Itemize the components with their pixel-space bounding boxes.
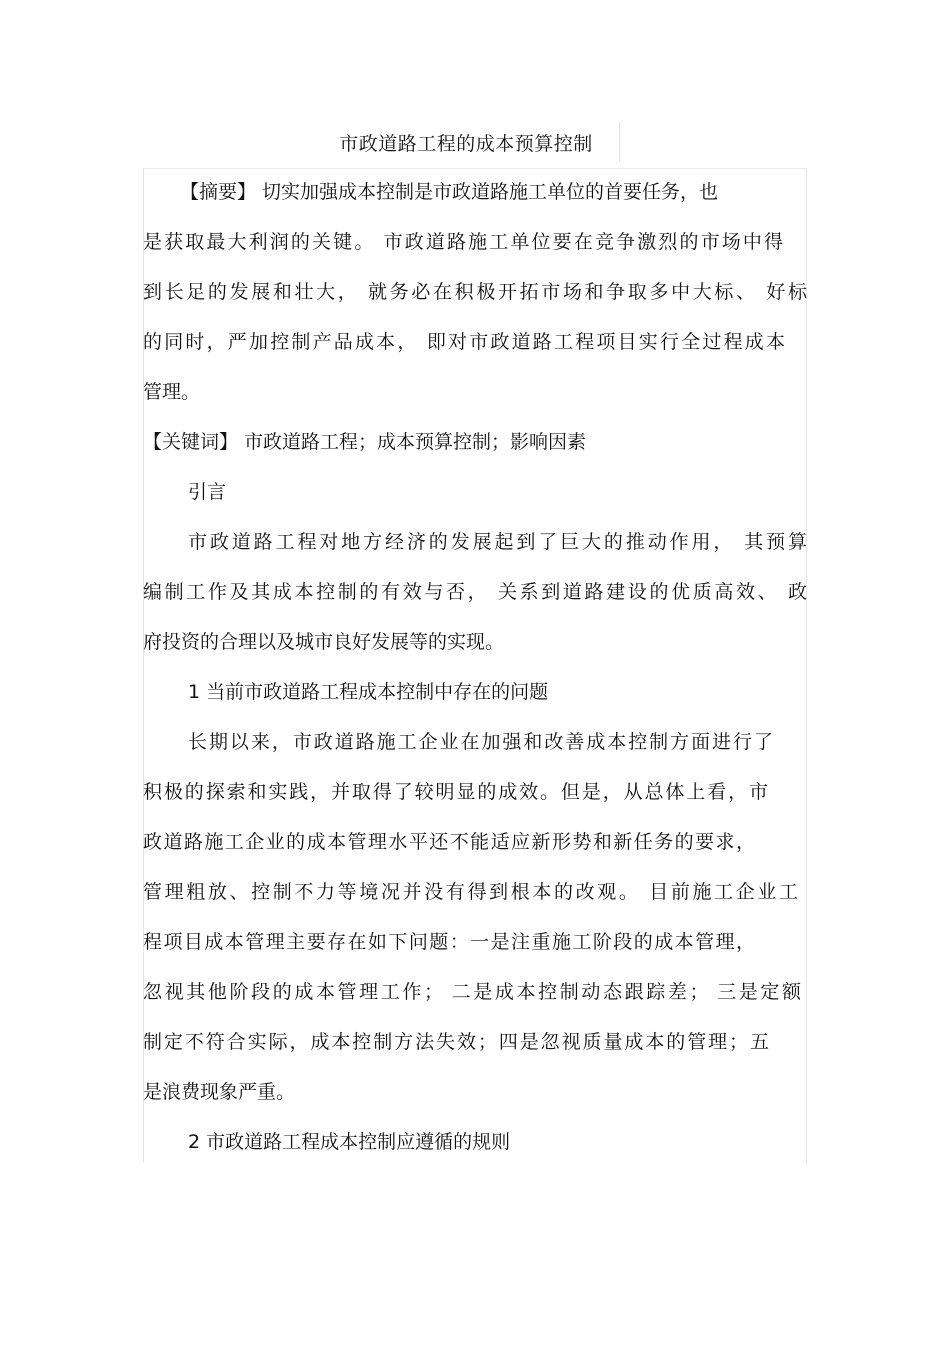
section1-line-5: 程项目成本管理主要存在如下问题：一是注重施工阶段的成本管理，	[143, 931, 755, 953]
section1-line-7: 制定不符合实际，成本控制方法失效；四是忽视质量成本的管理；五	[143, 1031, 769, 1053]
document-title: 市政道路工程的成本预算控制	[339, 133, 593, 155]
frame-left-line	[143, 168, 144, 1163]
section1-line-2: 积极的探索和实践，并取得了较明显的成效。但是，从总体上看，市	[143, 781, 768, 803]
section1-line-1: 长期以来，市政道路施工企业在加强和改善成本控制方面进行了	[188, 731, 773, 753]
intro-line-1: 市政道路工程对地方经济的发展起到了巨大的推动作用， 其预算	[188, 531, 807, 553]
abstract-line-4: 的同时，严加控制产品成本， 即对市政道路工程项目实行全过程成本	[143, 331, 785, 353]
heading-section-2: 2 市政道路工程成本控制应遵循的规则	[188, 1131, 511, 1153]
section1-line-8: 是浪费现象严重。	[143, 1081, 296, 1103]
abstract-line-2: 是获取最大利润的关键。 市政道路施工单位要在竞争激烈的市场中得	[143, 231, 783, 253]
section1-line-3: 政道路施工企业的成本管理水平还不能适应新形势和新任务的要求，	[143, 831, 755, 853]
heading-introduction: 引言	[188, 481, 227, 503]
intro-line-3: 府投资的合理以及城市良好发展等的实现。	[143, 631, 505, 653]
abstract-line-5: 管理。	[143, 381, 201, 403]
frame-right-line	[806, 168, 807, 1163]
abstract-line-1: 【摘要】 切实加强成本控制是市政道路施工单位的首要任务，也	[180, 181, 719, 203]
section1-line-6: 忽视其他阶段的成本管理工作； 二是成本控制动态跟踪差； 三是定额	[143, 981, 801, 1003]
abstract-line-3: 到长足的发展和壮大， 就务必在积极开拓市场和争取多中大标、 好标	[143, 281, 807, 303]
keywords-line: 【关键词】 市政道路工程；成本预算控制；影响因素	[143, 431, 587, 453]
heading-section-1: 1 当前市政道路工程成本控制中存在的问题	[188, 681, 549, 703]
intro-line-2: 编制工作及其成本控制的有效与否， 关系到道路建设的优质高效、 政	[143, 581, 807, 603]
section1-line-4: 管理粗放、控制不力等境况并没有得到根本的改观。 目前施工企业工	[143, 881, 798, 903]
frame-top-line	[143, 168, 807, 169]
